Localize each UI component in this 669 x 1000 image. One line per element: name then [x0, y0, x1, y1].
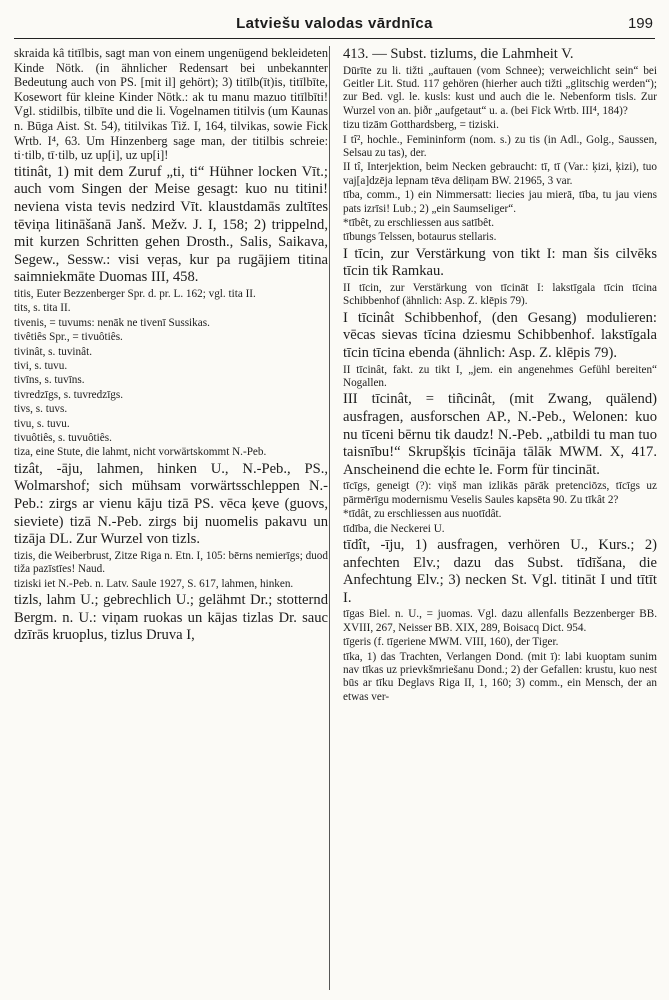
dictionary-entry: tīgas Biel. n. U., = juomas. Vgl. dazu allenfalls Bezzenberger BB. XVIII, 267, Neisser BB. XIX, 289, Boisacq Dict. 954. — [343, 608, 657, 634]
dictionary-entry: tība, comm., 1) ein Nimmersatt: liecies jau mierā, tība, tu jau viens pats izrīsi! Lub.; 2) „ein Saumseliger“. — [343, 189, 657, 215]
dictionary-entry: II tî, Interjektion, beim Necken gebraucht: tī, tī (Var.: ķizi, ķizi), tuo vaj[a]dzēja lepnam tēva dēliņam BW. 21965, 3 var. — [343, 161, 657, 187]
dictionary-entry: tīdît, -īju, 1) ausfragen, verhören U., Kurs.; 2) anfechten Elv.; dazu das Subst. tīdīšana, die Anfechtung Elv.; 3) necken St. Vgl. titināt I und tītīt I. — [343, 537, 657, 606]
dictionary-entry: tivs, s. tuvs. — [14, 403, 68, 416]
dictionary-entry: tībungs Telssen, botaurus stellaris. — [343, 231, 497, 244]
dictionary-entry: tivêtiês Spr., = tivuôtiês. — [14, 331, 123, 344]
dictionary-entry: tīka, 1) das Trachten, Verlangen Dond. (mit ī): labi kuoptam sunim nav tīkas uz prievkšmriešanu Dond.; 2) der Gefallen: krustu, kuo nest būs ar tīku Deglavs Riga II, 1, 160; 3) comm., ein Mensch, der an etwas ver- — [343, 650, 657, 703]
dictionary-entry: *tībêt, zu erschliessen aus satībêt. — [343, 217, 494, 230]
running-title: Latviešu valodas vārdnīca — [236, 15, 433, 32]
page-number: 199 — [627, 15, 653, 32]
dictionary-entry: titinât, 1) mit dem Zuruf „ti, ti“ Hühner locken Vīt.; auch vom Singen der Meise gesagt: kuo nu titini! neviena vista tevis nedzird Vīt. klaustdamās zultītes tēviņa litināšanā Janš. Mežv. J. I, 158; 2) trippelnd, mit kurzen Schritten gehen Drosth., Salis, Saikava, Segew., Sessw.: visi veŗas, kur pa rugājiem titina saimniekmāte Duomas III, 458. — [14, 163, 328, 286]
dictionary-entry: tizu tizām Gotthardsberg, = tiziski. — [343, 119, 499, 132]
dictionary-entry: III tīcinât, = tiñcinât, (mit Zwang, quälend) ausfragen, ausforschen AP., N.-Peb., Welonen: kuo nu tīceni bērnu tik daudz! N.-Peb. „atbildi tu man tuo taisnību!“ Skrupšķis tīcināja tālāk MWM. X, 417. Anscheinend die echte le. Form für tincināt. — [343, 391, 657, 478]
dictionary-entry: tīdība, die Neckerei U. — [343, 522, 445, 535]
column-divider — [329, 46, 330, 990]
dictionary-entry: II tīcinât, fakt. zu tikt I, „jem. ein angenehmes Gefühl bereiten“ Nogallen. — [343, 363, 657, 390]
dictionary-entry: skraida kâ titīlbis, sagt man von einem ungenügend bekleideten Kinde Nötk. (in ähnlicher Redensart bei unbekannter Bedeutung auch von PS. [mit il] gehört); 3) titīlb(īt)is, titīlbīte, Kosewort für kleine Kinder Nötk.: ak tu manu mazuo titīlbīti! Vgl. stidilbis, tilbīte und die li. Vogelnamen titilvis (um Kaunas n. Būga Aist. St. 54), titilvikas Tiž. I, 164, tilvikas, sowie Fick Wrtb. I⁴, 63. Um Hinzenberg sage man, der titilbis schreie: ti·tilb, tī·tilb, uz up[i], uz up[i]! — [14, 46, 328, 163]
dictionary-entry: tivuôtiês, s. tuvuôtiês. — [14, 431, 112, 444]
dictionary-entry: I tīcin, zur Verstärkung von tikt I: man šis cilvēks tīcin tik Ramkau. — [343, 245, 657, 280]
dictionary-entry: tizls, lahm U.; gebrechlich U.; gelähmt Dr.; stotternd Bergm. n. U.: viņam ruokas un kājas tizlas Dr. sauc dzīrās kruoplus, tizlus Druva I, — [14, 591, 328, 644]
dictionary-entry: tiza, eine Stute, die lahmt, nicht vorwärtskommt N.-Peb. — [14, 446, 267, 459]
dictionary-entry: tizis, die Weiberbrust, Zitze Riga n. Etn. I, 105: bērns nemierīgs; duod tiža pazīstīes! Naud. — [14, 549, 328, 576]
page-header — [14, 12, 655, 39]
dictionary-entry: 413. — Subst. tizlums, die Lahmheit V. — [343, 46, 574, 62]
dictionary-entry: tivinât, s. tuvinât. — [14, 345, 92, 358]
dictionary-entry: tivīns, s. tuvīns. — [14, 374, 85, 387]
dictionary-entry: tits, s. tita II. — [14, 302, 71, 315]
dictionary-entry: tīcīgs, geneigt (?): viņš man izlikās pārāk pretenciōzs, tīcīgs uz pārmērīgu modernismu Veselis Saules kapsēta 90. Zu tīkât 2? — [343, 480, 657, 506]
dictionary-entry: tivi, s. tuvu. — [14, 359, 68, 372]
dictionary-entry: *tīdât, zu erschliessen aus nuotīdât. — [343, 508, 502, 521]
dictionary-entry: Dūrīte zu li. tižti „auftauen (vom Schnee); verweichlicht sein“ bei Geitler Lit. Stud. 117 gehören (hierher auch tižti „glitschig werden“); zur Bed. vgl. le. kusls: kust und auch die le. Nebenform tisls. Zur Wurzel von an. þiðr „aufgetaut“ u. a. (bei Fick Wrtb. III⁴, 184)? — [343, 64, 657, 117]
dictionary-entry: tizât, -āju, lahmen, hinken U., N.-Peb., PS., Wolmarshof; sich mühsam vorwärtsschleppen N.-Peb.: zirgs ar vienu kāju tizā PS. vēca ķeve (guovs, sieviete) tizā N.-Peb. zirgs bij nuomelis pakavu un tizāja DL. Zur Wurzel von tizls. — [14, 460, 328, 548]
dictionary-entry: I tî², hochle., Femininform (nom. s.) zu tis (in Adl., Golg., Saussen, Selsau zu tas), der. — [343, 133, 657, 160]
dictionary-entry: tivenis, = tuvums: nenāk ne tivenī Sussikas. — [14, 316, 210, 329]
dictionary-entry: tiziski iet N.-Peb. n. Latv. Saule 1927, S. 617, lahmen, hinken. — [14, 577, 294, 590]
right-column — [343, 46, 657, 990]
dictionary-entry: II tīcin, zur Verstärkung von tīcināt I: lakstīgala tīcin tīcina Schibbenhof (ähnlich: Asp. Z. klēpis 79). — [343, 282, 657, 308]
dictionary-entry: tīgeris (f. tīgeriene MWM. VIII, 160), der Tiger. — [343, 636, 559, 649]
dictionary-entry: I tīcinât Schibbenhof, (den Gesang) modulieren: vēcas sievas tīcina dziesmu Schibbenhof. lakstīgala tīcin tīcina ebenda (ähnlich: Asp. Z. klēpis 79). — [343, 309, 657, 362]
dictionary-entry: tivredzīgs, s. tuvredzīgs. — [14, 388, 124, 401]
dictionary-entry: tivu, s. tuvu. — [14, 417, 70, 430]
left-column — [14, 46, 328, 990]
dictionary-entry: titis, Euter Bezzenberger Spr. d. pr. L. 162; vgl. tita II. — [14, 287, 256, 300]
